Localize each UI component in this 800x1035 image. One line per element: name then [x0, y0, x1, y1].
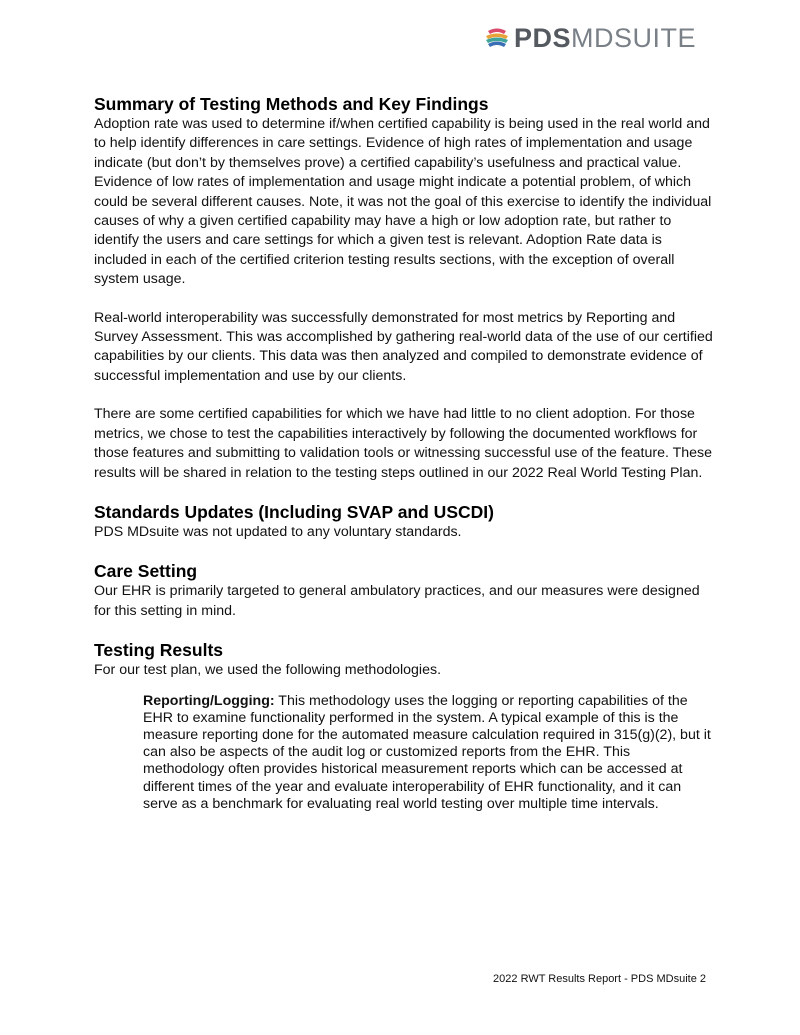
- document-body: [94, 93, 714, 813]
- logo-text: PDSMDSUITE: [514, 23, 697, 53]
- care-setting-heading: Care Setting: [94, 561, 198, 582]
- page-footer: 2022 RWT Results Report - PDS MDsuite 2: [493, 973, 706, 985]
- summary-paragraph-2: Real-world interoperability was successfully demonstrated for most metrics by Reporting and Survey Assessment. This was accomplished by gathering real-world data of the use of our certified capabilities by our clients. This data was then analyzed and compiled to demonstrate evidence of successful implementation and use by our clients.: [94, 309, 713, 384]
- testing-results-heading: Testing Results: [94, 640, 224, 661]
- summary-paragraph-3: There are some certified capabilities for which we have had little to no client adoption. For those metrics, we chose to test the capabilities interactively by following the documented workflows for those features and submitting to validation tools or witnessing successful use of the feature. These results will be shared in relation to the testing steps outlined in our 2022 Real World Testing Plan.: [94, 406, 713, 481]
- summary-paragraph-1: Adoption rate was used to determine if/when certified capability is being used in the real world and to help identify differences in care settings. Evidence of high rates of implementation and usage indicate (but don’t by themselves prove) a certified capability’s usefulness and practical value. Evidence of low rates of implementation and usage might indicate a potential problem, of which could be several different causes. Note, it was not the goal of this exercise to identify the individual causes of why a given certified capability may have a high or low adoption rate, but rather to identify the users and care settings for which a given test is relevant. Adoption Rate data is included in each of the certified criterion testing results sections, with the exception of overall system usage.: [94, 116, 712, 288]
- method-label: Reporting/Logging:: [143, 692, 275, 709]
- logo-mark-icon: [484, 25, 510, 51]
- standards-paragraph: PDS MDsuite was not updated to any voluntary standards.: [94, 523, 462, 540]
- reporting-logging-methodology: [143, 693, 715, 813]
- testing-results-paragraph: For our test plan, we used the following methodologies.: [94, 662, 442, 679]
- method-description: This methodology uses the logging or reporting capabilities of the EHR to examine functionality performed in the system. A typical example of this is the measure reporting done for the automated measure calculation required in 315(g)(2), but it can also be aspects of the audit log or customized reports from the EHR. This methodology often provides historical measurement reports which can be accessed at different times of the year and evaluate interoperability of EHR functionality, and it can serve as a benchmark for evaluating real world testing over multiple time intervals.: [143, 692, 711, 812]
- standards-heading: Standards Updates (Including SVAP and USCDI): [94, 501, 494, 522]
- care-setting-paragraph: Our EHR is primarily targeted to general ambulatory practices, and our measures were designed for this setting in mind.: [94, 583, 700, 619]
- summary-heading: Summary of Testing Methods and Key Findings: [94, 94, 489, 114]
- pds-mdsuite-logo: [484, 24, 696, 52]
